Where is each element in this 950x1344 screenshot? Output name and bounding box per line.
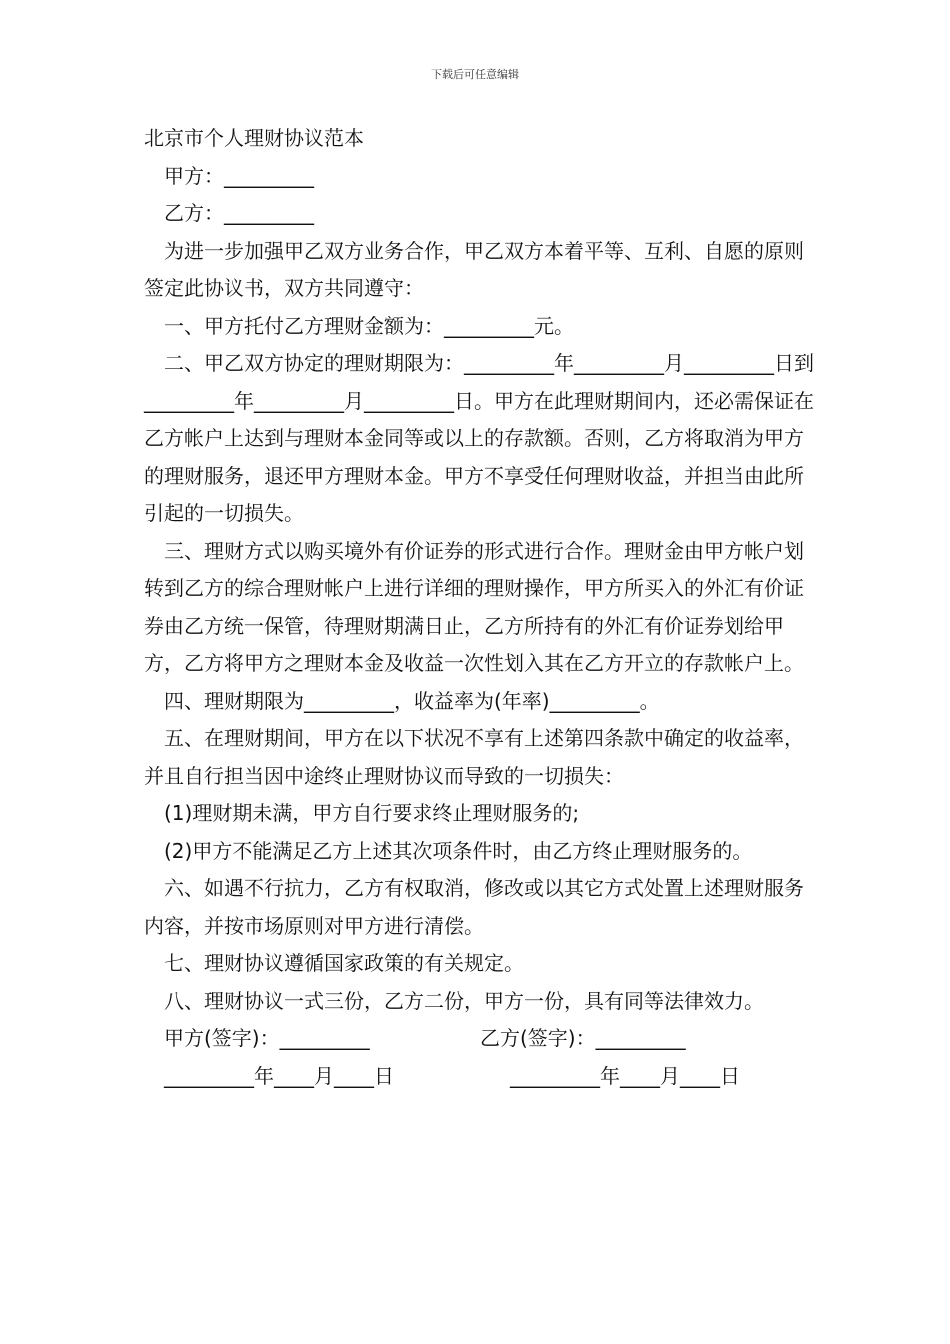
party-b-line: 乙方：_________	[164, 201, 314, 225]
clause-8: 八、理财协议一式三份，乙方二份，甲方一份，具有同等法律效力。	[164, 988, 764, 1013]
clause-5: 五、在理财期间，甲方在以下状况不享有上述第四条款中确定的收益率，并且自行担当因中途终止理财协议而导致的一切损失：	[144, 726, 804, 788]
clause-3: 三、理财方式以购买境外有价证券的形式进行合作。理财金由甲方帐户划转到乙方的综合理财帐户上进行详细的理财操作，甲方所买入的外汇有价证券由乙方统一保管，待理财期满日止，乙方所持有的外汇有价证券划给甲方，乙方将甲方之理财本金及收益一次性划入其在乙方开立的存款帐户上。	[144, 538, 804, 675]
clause-6: 六、如遇不行抗力，乙方有权取消，修改或以其它方式处置上述理财服务内容，并按市场原则对甲方进行清偿。	[144, 876, 804, 938]
date-row	[144, 1058, 814, 1096]
intro-paragraph: 为进一步加强甲乙双方业务合作，甲乙双方本着平等、互利、自愿的原则签定此协议书，双方共同遵守：	[144, 238, 804, 300]
clause-5-item-1: (1)理财期未满，甲方自行要求终止理财服务的;	[164, 801, 580, 825]
party-a-date: _________年____月____日	[164, 1063, 394, 1088]
clause-2: 二、甲乙双方协定的理财期限为：_________年_________月_________日到_________年_________月_________日。甲方在此理财期间内，还必需保证在乙方帐户上达到与理财本金同等或以上的存款额。否则，乙方将取消为甲方的理财服务，退还甲方理财本金。甲方不享受任何理财收益，并担当由此所引起的一切损失。	[144, 351, 814, 525]
clause-4: 四、理财期限为_________，收益率为(年率)_________。	[164, 688, 660, 713]
agreement-body	[144, 120, 814, 1095]
document-title: 北京市个人理财协议范本	[144, 126, 364, 150]
clause-1: 一、甲方托付乙方理财金额为：_________元。	[164, 313, 574, 338]
party-a-line: 甲方：_________	[164, 163, 314, 188]
clause-7: 七、理财协议遵循国家政策的有关规定。	[164, 951, 524, 975]
party-b-signature: 乙方(签字)：_________	[480, 1026, 686, 1050]
clause-5-item-2: (2)甲方不能满足乙方上述其次项条件时，由乙方终止理财服务的。	[164, 838, 753, 863]
signature-row	[144, 1020, 814, 1058]
party-b-date: _________年____月____日	[510, 1063, 740, 1088]
header-note: 下载后可任意编辑	[431, 68, 519, 81]
party-a-signature: 甲方(签字)：_________	[164, 1026, 370, 1050]
